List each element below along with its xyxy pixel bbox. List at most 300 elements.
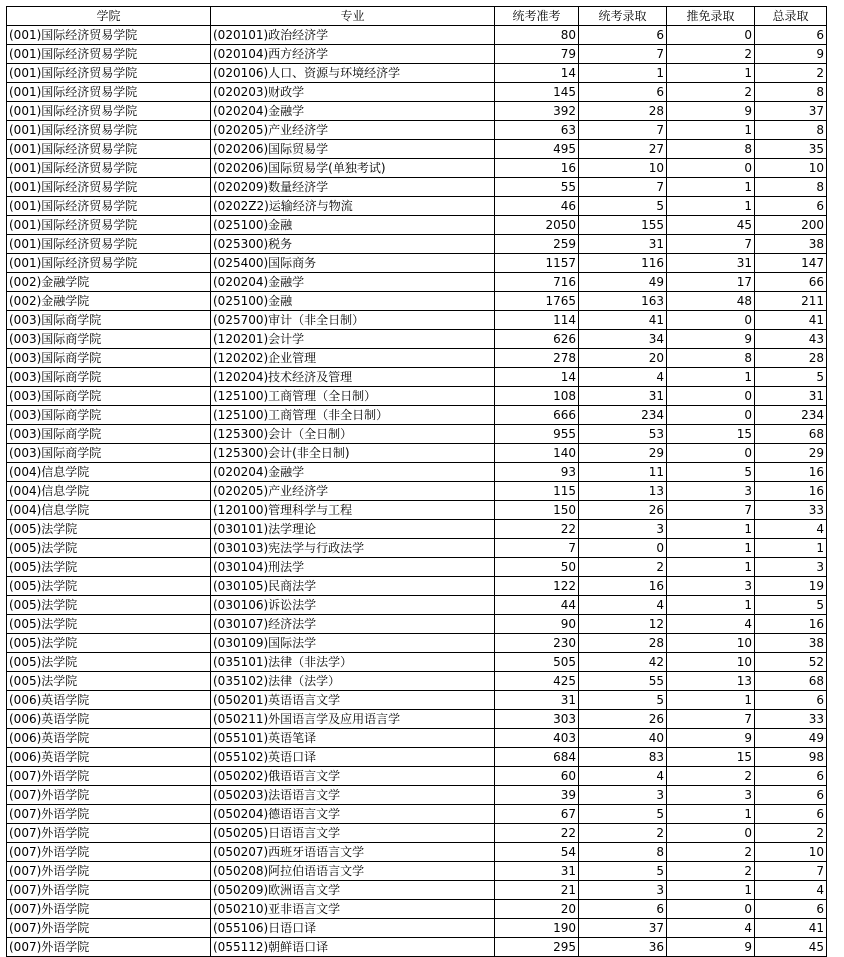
recommended-admitted-cell[interactable]: 0 bbox=[667, 159, 755, 178]
recommended-admitted-cell[interactable]: 9 bbox=[667, 938, 755, 957]
recommended-admitted-cell[interactable]: 1 bbox=[667, 520, 755, 539]
college-cell[interactable]: (006)英语学院 bbox=[7, 729, 211, 748]
major-cell[interactable]: (050210)亚非语言文学 bbox=[211, 900, 495, 919]
college-cell[interactable]: (001)国际经济贸易学院 bbox=[7, 235, 211, 254]
header-major[interactable]: 专业 bbox=[211, 7, 495, 26]
major-cell[interactable]: (020209)数量经济学 bbox=[211, 178, 495, 197]
major-cell[interactable]: (055101)英语笔译 bbox=[211, 729, 495, 748]
college-cell[interactable]: (001)国际经济贸易学院 bbox=[7, 216, 211, 235]
exam-applicants-cell[interactable]: 403 bbox=[495, 729, 579, 748]
exam-admitted-cell[interactable]: 3 bbox=[579, 520, 667, 539]
recommended-admitted-cell[interactable]: 1 bbox=[667, 805, 755, 824]
college-cell[interactable]: (004)信息学院 bbox=[7, 463, 211, 482]
college-cell[interactable]: (003)国际商学院 bbox=[7, 444, 211, 463]
exam-admitted-cell[interactable]: 55 bbox=[579, 672, 667, 691]
total-admitted-cell[interactable]: 38 bbox=[755, 235, 827, 254]
recommended-admitted-cell[interactable]: 0 bbox=[667, 824, 755, 843]
exam-applicants-cell[interactable]: 495 bbox=[495, 140, 579, 159]
college-cell[interactable]: (001)国际经济贸易学院 bbox=[7, 140, 211, 159]
college-cell[interactable]: (007)外语学院 bbox=[7, 767, 211, 786]
recommended-admitted-cell[interactable]: 1 bbox=[667, 596, 755, 615]
college-cell[interactable]: (002)金融学院 bbox=[7, 292, 211, 311]
exam-admitted-cell[interactable]: 7 bbox=[579, 121, 667, 140]
major-cell[interactable]: (030107)经济法学 bbox=[211, 615, 495, 634]
total-admitted-cell[interactable]: 68 bbox=[755, 425, 827, 444]
major-cell[interactable]: (120202)企业管理 bbox=[211, 349, 495, 368]
recommended-admitted-cell[interactable]: 45 bbox=[667, 216, 755, 235]
exam-applicants-cell[interactable]: 67 bbox=[495, 805, 579, 824]
college-cell[interactable]: (003)国际商学院 bbox=[7, 425, 211, 444]
exam-applicants-cell[interactable]: 626 bbox=[495, 330, 579, 349]
total-admitted-cell[interactable]: 33 bbox=[755, 710, 827, 729]
total-admitted-cell[interactable]: 10 bbox=[755, 159, 827, 178]
major-cell[interactable]: (035102)法律（法学） bbox=[211, 672, 495, 691]
total-admitted-cell[interactable]: 49 bbox=[755, 729, 827, 748]
major-cell[interactable]: (030106)诉讼法学 bbox=[211, 596, 495, 615]
recommended-admitted-cell[interactable]: 4 bbox=[667, 615, 755, 634]
exam-applicants-cell[interactable]: 295 bbox=[495, 938, 579, 957]
exam-admitted-cell[interactable]: 20 bbox=[579, 349, 667, 368]
college-cell[interactable]: (001)国际经济贸易学院 bbox=[7, 121, 211, 140]
major-cell[interactable]: (025700)审计（非全日制） bbox=[211, 311, 495, 330]
total-admitted-cell[interactable]: 66 bbox=[755, 273, 827, 292]
major-cell[interactable]: (020101)政治经济学 bbox=[211, 26, 495, 45]
exam-admitted-cell[interactable]: 31 bbox=[579, 235, 667, 254]
college-cell[interactable]: (005)法学院 bbox=[7, 615, 211, 634]
major-cell[interactable]: (020104)西方经济学 bbox=[211, 45, 495, 64]
exam-admitted-cell[interactable]: 2 bbox=[579, 824, 667, 843]
recommended-admitted-cell[interactable]: 1 bbox=[667, 121, 755, 140]
total-admitted-cell[interactable]: 16 bbox=[755, 615, 827, 634]
recommended-admitted-cell[interactable]: 0 bbox=[667, 26, 755, 45]
recommended-admitted-cell[interactable]: 1 bbox=[667, 539, 755, 558]
exam-admitted-cell[interactable]: 31 bbox=[579, 387, 667, 406]
exam-admitted-cell[interactable]: 53 bbox=[579, 425, 667, 444]
recommended-admitted-cell[interactable]: 0 bbox=[667, 387, 755, 406]
major-cell[interactable]: (030105)民商法学 bbox=[211, 577, 495, 596]
major-cell[interactable]: (020204)金融学 bbox=[211, 463, 495, 482]
recommended-admitted-cell[interactable]: 1 bbox=[667, 64, 755, 83]
exam-admitted-cell[interactable]: 7 bbox=[579, 178, 667, 197]
total-admitted-cell[interactable]: 7 bbox=[755, 862, 827, 881]
recommended-admitted-cell[interactable]: 2 bbox=[667, 45, 755, 64]
exam-admitted-cell[interactable]: 163 bbox=[579, 292, 667, 311]
exam-admitted-cell[interactable]: 4 bbox=[579, 767, 667, 786]
recommended-admitted-cell[interactable]: 10 bbox=[667, 634, 755, 653]
exam-applicants-cell[interactable]: 16 bbox=[495, 159, 579, 178]
exam-admitted-cell[interactable]: 28 bbox=[579, 634, 667, 653]
college-cell[interactable]: (003)国际商学院 bbox=[7, 349, 211, 368]
major-cell[interactable]: (025400)国际商务 bbox=[211, 254, 495, 273]
recommended-admitted-cell[interactable]: 2 bbox=[667, 83, 755, 102]
recommended-admitted-cell[interactable]: 7 bbox=[667, 235, 755, 254]
college-cell[interactable]: (007)外语学院 bbox=[7, 843, 211, 862]
major-cell[interactable]: (050205)日语语言文学 bbox=[211, 824, 495, 843]
recommended-admitted-cell[interactable]: 3 bbox=[667, 786, 755, 805]
exam-admitted-cell[interactable]: 8 bbox=[579, 843, 667, 862]
exam-applicants-cell[interactable]: 303 bbox=[495, 710, 579, 729]
total-admitted-cell[interactable]: 4 bbox=[755, 520, 827, 539]
recommended-admitted-cell[interactable]: 3 bbox=[667, 577, 755, 596]
major-cell[interactable]: (020205)产业经济学 bbox=[211, 482, 495, 501]
exam-applicants-cell[interactable]: 684 bbox=[495, 748, 579, 767]
total-admitted-cell[interactable]: 200 bbox=[755, 216, 827, 235]
total-admitted-cell[interactable]: 28 bbox=[755, 349, 827, 368]
recommended-admitted-cell[interactable]: 8 bbox=[667, 349, 755, 368]
exam-admitted-cell[interactable]: 4 bbox=[579, 596, 667, 615]
college-cell[interactable]: (003)国际商学院 bbox=[7, 311, 211, 330]
exam-applicants-cell[interactable]: 230 bbox=[495, 634, 579, 653]
college-cell[interactable]: (003)国际商学院 bbox=[7, 406, 211, 425]
major-cell[interactable]: (030104)刑法学 bbox=[211, 558, 495, 577]
college-cell[interactable]: (005)法学院 bbox=[7, 634, 211, 653]
college-cell[interactable]: (005)法学院 bbox=[7, 596, 211, 615]
college-cell[interactable]: (002)金融学院 bbox=[7, 273, 211, 292]
exam-applicants-cell[interactable]: 63 bbox=[495, 121, 579, 140]
exam-applicants-cell[interactable]: 14 bbox=[495, 64, 579, 83]
major-cell[interactable]: (020106)人口、资源与环境经济学 bbox=[211, 64, 495, 83]
exam-applicants-cell[interactable]: 716 bbox=[495, 273, 579, 292]
exam-applicants-cell[interactable]: 39 bbox=[495, 786, 579, 805]
major-cell[interactable]: (050207)西班牙语语言文学 bbox=[211, 843, 495, 862]
recommended-admitted-cell[interactable]: 1 bbox=[667, 558, 755, 577]
college-cell[interactable]: (005)法学院 bbox=[7, 653, 211, 672]
recommended-admitted-cell[interactable]: 3 bbox=[667, 482, 755, 501]
major-cell[interactable]: (0202Z2)运输经济与物流 bbox=[211, 197, 495, 216]
exam-admitted-cell[interactable]: 37 bbox=[579, 919, 667, 938]
college-cell[interactable]: (001)国际经济贸易学院 bbox=[7, 197, 211, 216]
recommended-admitted-cell[interactable]: 7 bbox=[667, 501, 755, 520]
total-admitted-cell[interactable]: 147 bbox=[755, 254, 827, 273]
recommended-admitted-cell[interactable]: 15 bbox=[667, 748, 755, 767]
total-admitted-cell[interactable]: 33 bbox=[755, 501, 827, 520]
total-admitted-cell[interactable]: 2 bbox=[755, 824, 827, 843]
major-cell[interactable]: (030101)法学理论 bbox=[211, 520, 495, 539]
exam-applicants-cell[interactable]: 1765 bbox=[495, 292, 579, 311]
college-cell[interactable]: (007)外语学院 bbox=[7, 805, 211, 824]
total-admitted-cell[interactable]: 98 bbox=[755, 748, 827, 767]
exam-applicants-cell[interactable]: 46 bbox=[495, 197, 579, 216]
college-cell[interactable]: (001)国际经济贸易学院 bbox=[7, 159, 211, 178]
total-admitted-cell[interactable]: 234 bbox=[755, 406, 827, 425]
college-cell[interactable]: (006)英语学院 bbox=[7, 710, 211, 729]
recommended-admitted-cell[interactable]: 8 bbox=[667, 140, 755, 159]
exam-admitted-cell[interactable]: 6 bbox=[579, 26, 667, 45]
exam-applicants-cell[interactable]: 31 bbox=[495, 862, 579, 881]
exam-applicants-cell[interactable]: 90 bbox=[495, 615, 579, 634]
exam-admitted-cell[interactable]: 7 bbox=[579, 45, 667, 64]
recommended-admitted-cell[interactable]: 9 bbox=[667, 729, 755, 748]
exam-applicants-cell[interactable]: 14 bbox=[495, 368, 579, 387]
exam-applicants-cell[interactable]: 259 bbox=[495, 235, 579, 254]
total-admitted-cell[interactable]: 16 bbox=[755, 463, 827, 482]
exam-admitted-cell[interactable]: 5 bbox=[579, 197, 667, 216]
college-cell[interactable]: (003)国际商学院 bbox=[7, 387, 211, 406]
recommended-admitted-cell[interactable]: 17 bbox=[667, 273, 755, 292]
exam-admitted-cell[interactable]: 6 bbox=[579, 83, 667, 102]
exam-admitted-cell[interactable]: 1 bbox=[579, 64, 667, 83]
total-admitted-cell[interactable]: 43 bbox=[755, 330, 827, 349]
exam-admitted-cell[interactable]: 29 bbox=[579, 444, 667, 463]
college-cell[interactable]: (007)外语学院 bbox=[7, 900, 211, 919]
total-admitted-cell[interactable]: 4 bbox=[755, 881, 827, 900]
college-cell[interactable]: (004)信息学院 bbox=[7, 482, 211, 501]
college-cell[interactable]: (004)信息学院 bbox=[7, 501, 211, 520]
exam-applicants-cell[interactable]: 55 bbox=[495, 178, 579, 197]
total-admitted-cell[interactable]: 5 bbox=[755, 596, 827, 615]
major-cell[interactable]: (025100)金融 bbox=[211, 292, 495, 311]
exam-applicants-cell[interactable]: 50 bbox=[495, 558, 579, 577]
recommended-admitted-cell[interactable]: 0 bbox=[667, 444, 755, 463]
major-cell[interactable]: (030109)国际法学 bbox=[211, 634, 495, 653]
exam-admitted-cell[interactable]: 4 bbox=[579, 368, 667, 387]
total-admitted-cell[interactable]: 8 bbox=[755, 121, 827, 140]
total-admitted-cell[interactable]: 9 bbox=[755, 45, 827, 64]
exam-applicants-cell[interactable]: 93 bbox=[495, 463, 579, 482]
total-admitted-cell[interactable]: 37 bbox=[755, 102, 827, 121]
exam-admitted-cell[interactable]: 10 bbox=[579, 159, 667, 178]
college-cell[interactable]: (001)国际经济贸易学院 bbox=[7, 254, 211, 273]
recommended-admitted-cell[interactable]: 1 bbox=[667, 368, 755, 387]
recommended-admitted-cell[interactable]: 1 bbox=[667, 178, 755, 197]
exam-admitted-cell[interactable]: 234 bbox=[579, 406, 667, 425]
college-cell[interactable]: (006)英语学院 bbox=[7, 691, 211, 710]
recommended-admitted-cell[interactable]: 7 bbox=[667, 710, 755, 729]
exam-applicants-cell[interactable]: 955 bbox=[495, 425, 579, 444]
recommended-admitted-cell[interactable]: 2 bbox=[667, 767, 755, 786]
recommended-admitted-cell[interactable]: 9 bbox=[667, 330, 755, 349]
college-cell[interactable]: (005)法学院 bbox=[7, 577, 211, 596]
exam-applicants-cell[interactable]: 44 bbox=[495, 596, 579, 615]
exam-admitted-cell[interactable]: 28 bbox=[579, 102, 667, 121]
exam-admitted-cell[interactable]: 3 bbox=[579, 881, 667, 900]
exam-applicants-cell[interactable]: 1157 bbox=[495, 254, 579, 273]
header-total-admitted[interactable]: 总录取 bbox=[755, 7, 827, 26]
recommended-admitted-cell[interactable]: 2 bbox=[667, 862, 755, 881]
exam-applicants-cell[interactable]: 2050 bbox=[495, 216, 579, 235]
exam-admitted-cell[interactable]: 13 bbox=[579, 482, 667, 501]
exam-applicants-cell[interactable]: 122 bbox=[495, 577, 579, 596]
exam-admitted-cell[interactable]: 49 bbox=[579, 273, 667, 292]
major-cell[interactable]: (120201)会计学 bbox=[211, 330, 495, 349]
major-cell[interactable]: (050204)德语语言文学 bbox=[211, 805, 495, 824]
major-cell[interactable]: (120100)管理科学与工程 bbox=[211, 501, 495, 520]
recommended-admitted-cell[interactable]: 15 bbox=[667, 425, 755, 444]
major-cell[interactable]: (020206)国际贸易学 bbox=[211, 140, 495, 159]
major-cell[interactable]: (020204)金融学 bbox=[211, 102, 495, 121]
exam-admitted-cell[interactable]: 41 bbox=[579, 311, 667, 330]
header-recommended-admitted[interactable]: 推免录取 bbox=[667, 7, 755, 26]
college-cell[interactable]: (001)国际经济贸易学院 bbox=[7, 45, 211, 64]
exam-applicants-cell[interactable]: 150 bbox=[495, 501, 579, 520]
total-admitted-cell[interactable]: 2 bbox=[755, 64, 827, 83]
exam-applicants-cell[interactable]: 31 bbox=[495, 691, 579, 710]
exam-applicants-cell[interactable]: 60 bbox=[495, 767, 579, 786]
total-admitted-cell[interactable]: 16 bbox=[755, 482, 827, 501]
recommended-admitted-cell[interactable]: 2 bbox=[667, 843, 755, 862]
exam-applicants-cell[interactable]: 114 bbox=[495, 311, 579, 330]
exam-applicants-cell[interactable]: 7 bbox=[495, 539, 579, 558]
exam-admitted-cell[interactable]: 83 bbox=[579, 748, 667, 767]
header-exam-admitted[interactable]: 统考录取 bbox=[579, 7, 667, 26]
college-cell[interactable]: (001)国际经济贸易学院 bbox=[7, 64, 211, 83]
total-admitted-cell[interactable]: 6 bbox=[755, 26, 827, 45]
major-cell[interactable]: (125100)工商管理（全日制） bbox=[211, 387, 495, 406]
total-admitted-cell[interactable]: 6 bbox=[755, 691, 827, 710]
exam-applicants-cell[interactable]: 21 bbox=[495, 881, 579, 900]
major-cell[interactable]: (020204)金融学 bbox=[211, 273, 495, 292]
recommended-admitted-cell[interactable]: 1 bbox=[667, 881, 755, 900]
exam-admitted-cell[interactable]: 26 bbox=[579, 710, 667, 729]
recommended-admitted-cell[interactable]: 4 bbox=[667, 919, 755, 938]
exam-admitted-cell[interactable]: 11 bbox=[579, 463, 667, 482]
college-cell[interactable]: (007)外语学院 bbox=[7, 919, 211, 938]
exam-admitted-cell[interactable]: 116 bbox=[579, 254, 667, 273]
total-admitted-cell[interactable]: 35 bbox=[755, 140, 827, 159]
major-cell[interactable]: (125300)会计(非全日制) bbox=[211, 444, 495, 463]
major-cell[interactable]: (035101)法律（非法学） bbox=[211, 653, 495, 672]
recommended-admitted-cell[interactable]: 1 bbox=[667, 197, 755, 216]
exam-admitted-cell[interactable]: 42 bbox=[579, 653, 667, 672]
total-admitted-cell[interactable]: 38 bbox=[755, 634, 827, 653]
exam-applicants-cell[interactable]: 190 bbox=[495, 919, 579, 938]
total-admitted-cell[interactable]: 8 bbox=[755, 83, 827, 102]
exam-applicants-cell[interactable]: 54 bbox=[495, 843, 579, 862]
major-cell[interactable]: (020205)产业经济学 bbox=[211, 121, 495, 140]
total-admitted-cell[interactable]: 52 bbox=[755, 653, 827, 672]
exam-applicants-cell[interactable]: 505 bbox=[495, 653, 579, 672]
header-college[interactable]: 学院 bbox=[7, 7, 211, 26]
total-admitted-cell[interactable]: 8 bbox=[755, 178, 827, 197]
exam-applicants-cell[interactable]: 108 bbox=[495, 387, 579, 406]
total-admitted-cell[interactable]: 19 bbox=[755, 577, 827, 596]
exam-applicants-cell[interactable]: 140 bbox=[495, 444, 579, 463]
total-admitted-cell[interactable]: 45 bbox=[755, 938, 827, 957]
major-cell[interactable]: (055112)朝鲜语口译 bbox=[211, 938, 495, 957]
recommended-admitted-cell[interactable]: 31 bbox=[667, 254, 755, 273]
college-cell[interactable]: (007)外语学院 bbox=[7, 938, 211, 957]
total-admitted-cell[interactable]: 1 bbox=[755, 539, 827, 558]
major-cell[interactable]: (020203)财政学 bbox=[211, 83, 495, 102]
total-admitted-cell[interactable]: 6 bbox=[755, 900, 827, 919]
exam-applicants-cell[interactable]: 115 bbox=[495, 482, 579, 501]
total-admitted-cell[interactable]: 5 bbox=[755, 368, 827, 387]
recommended-admitted-cell[interactable]: 13 bbox=[667, 672, 755, 691]
college-cell[interactable]: (001)国际经济贸易学院 bbox=[7, 102, 211, 121]
college-cell[interactable]: (007)外语学院 bbox=[7, 881, 211, 900]
major-cell[interactable]: (030103)宪法学与行政法学 bbox=[211, 539, 495, 558]
major-cell[interactable]: (050211)外国语言学及应用语言学 bbox=[211, 710, 495, 729]
major-cell[interactable]: (050201)英语语言文学 bbox=[211, 691, 495, 710]
major-cell[interactable]: (025300)税务 bbox=[211, 235, 495, 254]
major-cell[interactable]: (050202)俄语语言文学 bbox=[211, 767, 495, 786]
recommended-admitted-cell[interactable]: 9 bbox=[667, 102, 755, 121]
college-cell[interactable]: (006)英语学院 bbox=[7, 748, 211, 767]
major-cell[interactable]: (020206)国际贸易学(单独考试) bbox=[211, 159, 495, 178]
recommended-admitted-cell[interactable]: 0 bbox=[667, 900, 755, 919]
total-admitted-cell[interactable]: 6 bbox=[755, 767, 827, 786]
total-admitted-cell[interactable]: 31 bbox=[755, 387, 827, 406]
exam-admitted-cell[interactable]: 155 bbox=[579, 216, 667, 235]
total-admitted-cell[interactable]: 6 bbox=[755, 197, 827, 216]
college-cell[interactable]: (005)法学院 bbox=[7, 558, 211, 577]
recommended-admitted-cell[interactable]: 5 bbox=[667, 463, 755, 482]
major-cell[interactable]: (050203)法语语言文学 bbox=[211, 786, 495, 805]
college-cell[interactable]: (001)国际经济贸易学院 bbox=[7, 83, 211, 102]
college-cell[interactable]: (001)国际经济贸易学院 bbox=[7, 26, 211, 45]
major-cell[interactable]: (025100)金融 bbox=[211, 216, 495, 235]
exam-applicants-cell[interactable]: 22 bbox=[495, 520, 579, 539]
exam-admitted-cell[interactable]: 5 bbox=[579, 805, 667, 824]
total-admitted-cell[interactable]: 29 bbox=[755, 444, 827, 463]
exam-admitted-cell[interactable]: 3 bbox=[579, 786, 667, 805]
recommended-admitted-cell[interactable]: 0 bbox=[667, 311, 755, 330]
exam-admitted-cell[interactable]: 12 bbox=[579, 615, 667, 634]
exam-applicants-cell[interactable]: 278 bbox=[495, 349, 579, 368]
total-admitted-cell[interactable]: 6 bbox=[755, 805, 827, 824]
college-cell[interactable]: (007)外语学院 bbox=[7, 824, 211, 843]
exam-admitted-cell[interactable]: 27 bbox=[579, 140, 667, 159]
major-cell[interactable]: (125300)会计（全日制） bbox=[211, 425, 495, 444]
exam-applicants-cell[interactable]: 20 bbox=[495, 900, 579, 919]
college-cell[interactable]: (007)外语学院 bbox=[7, 786, 211, 805]
exam-applicants-cell[interactable]: 145 bbox=[495, 83, 579, 102]
exam-admitted-cell[interactable]: 5 bbox=[579, 691, 667, 710]
header-exam-applicants[interactable]: 统考准考 bbox=[495, 7, 579, 26]
total-admitted-cell[interactable]: 6 bbox=[755, 786, 827, 805]
exam-admitted-cell[interactable]: 36 bbox=[579, 938, 667, 957]
exam-admitted-cell[interactable]: 2 bbox=[579, 558, 667, 577]
exam-applicants-cell[interactable]: 79 bbox=[495, 45, 579, 64]
exam-admitted-cell[interactable]: 5 bbox=[579, 862, 667, 881]
recommended-admitted-cell[interactable]: 0 bbox=[667, 406, 755, 425]
total-admitted-cell[interactable]: 41 bbox=[755, 919, 827, 938]
exam-admitted-cell[interactable]: 0 bbox=[579, 539, 667, 558]
recommended-admitted-cell[interactable]: 1 bbox=[667, 691, 755, 710]
college-cell[interactable]: (007)外语学院 bbox=[7, 862, 211, 881]
college-cell[interactable]: (003)国际商学院 bbox=[7, 368, 211, 387]
total-admitted-cell[interactable]: 68 bbox=[755, 672, 827, 691]
exam-applicants-cell[interactable]: 22 bbox=[495, 824, 579, 843]
major-cell[interactable]: (050209)欧洲语言文学 bbox=[211, 881, 495, 900]
college-cell[interactable]: (005)法学院 bbox=[7, 539, 211, 558]
recommended-admitted-cell[interactable]: 48 bbox=[667, 292, 755, 311]
major-cell[interactable]: (120204)技术经济及管理 bbox=[211, 368, 495, 387]
major-cell[interactable]: (055106)日语口译 bbox=[211, 919, 495, 938]
exam-applicants-cell[interactable]: 80 bbox=[495, 26, 579, 45]
total-admitted-cell[interactable]: 10 bbox=[755, 843, 827, 862]
major-cell[interactable]: (055102)英语口译 bbox=[211, 748, 495, 767]
total-admitted-cell[interactable]: 3 bbox=[755, 558, 827, 577]
exam-admitted-cell[interactable]: 26 bbox=[579, 501, 667, 520]
major-cell[interactable]: (050208)阿拉伯语语言文学 bbox=[211, 862, 495, 881]
exam-admitted-cell[interactable]: 6 bbox=[579, 900, 667, 919]
total-admitted-cell[interactable]: 41 bbox=[755, 311, 827, 330]
college-cell[interactable]: (003)国际商学院 bbox=[7, 330, 211, 349]
college-cell[interactable]: (005)法学院 bbox=[7, 672, 211, 691]
college-cell[interactable]: (001)国际经济贸易学院 bbox=[7, 178, 211, 197]
recommended-admitted-cell[interactable]: 10 bbox=[667, 653, 755, 672]
exam-applicants-cell[interactable]: 425 bbox=[495, 672, 579, 691]
exam-admitted-cell[interactable]: 16 bbox=[579, 577, 667, 596]
total-admitted-cell[interactable]: 211 bbox=[755, 292, 827, 311]
exam-applicants-cell[interactable]: 666 bbox=[495, 406, 579, 425]
exam-admitted-cell[interactable]: 40 bbox=[579, 729, 667, 748]
exam-admitted-cell[interactable]: 34 bbox=[579, 330, 667, 349]
college-cell[interactable]: (005)法学院 bbox=[7, 520, 211, 539]
major-cell[interactable]: (125100)工商管理（非全日制） bbox=[211, 406, 495, 425]
exam-applicants-cell[interactable]: 392 bbox=[495, 102, 579, 121]
